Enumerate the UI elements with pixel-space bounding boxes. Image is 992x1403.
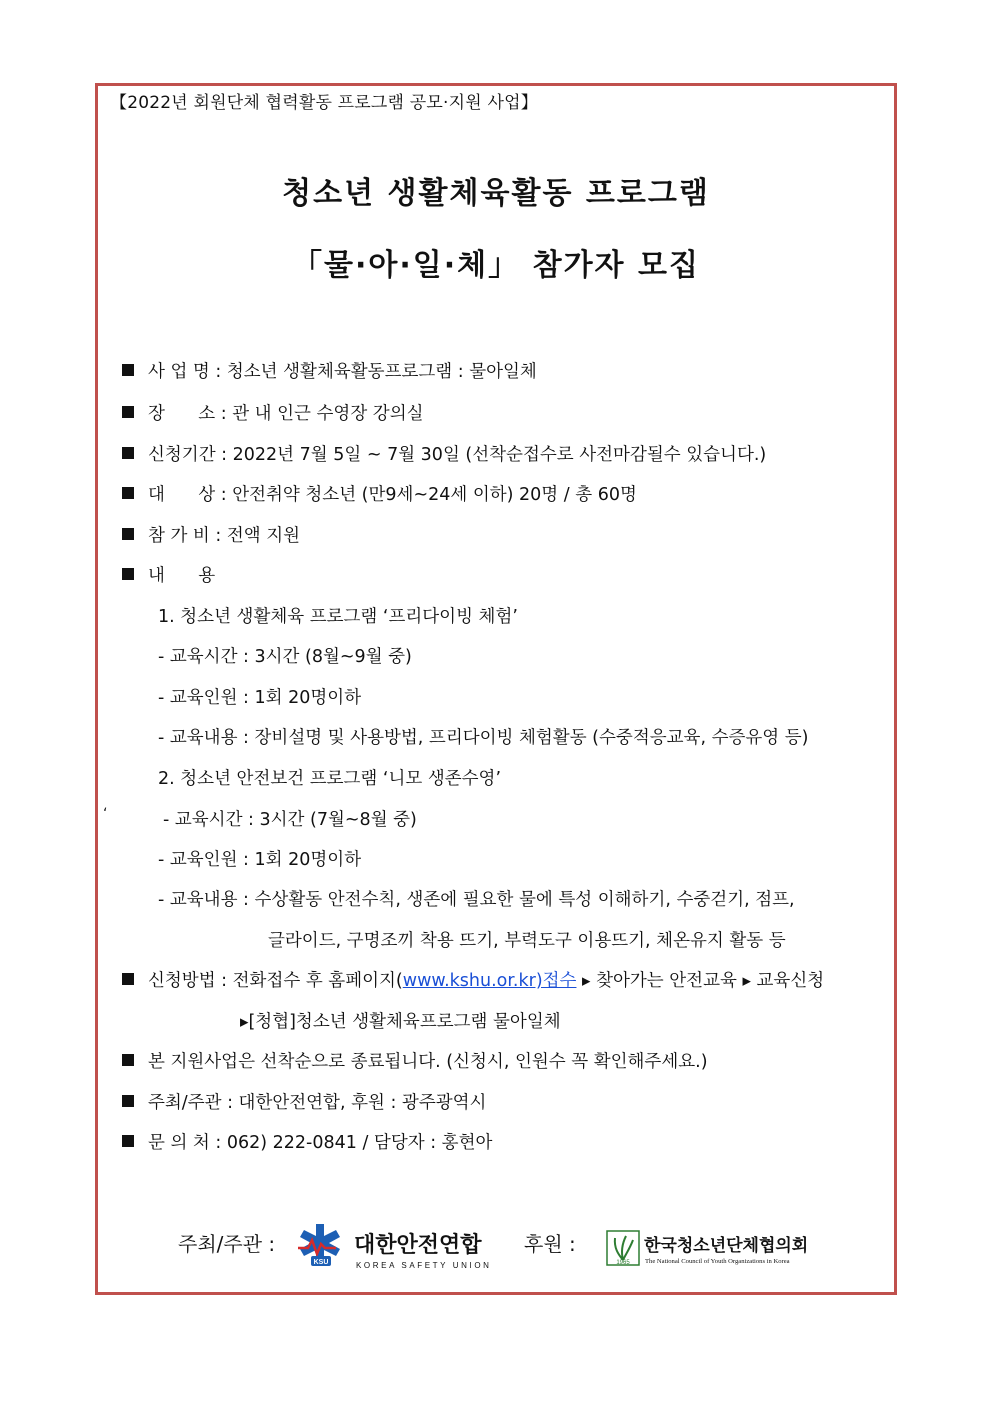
bullet-icon [120, 566, 136, 582]
ksu-logo-name: 대한안전연합 [354, 1233, 482, 1258]
bullet-icon [120, 1093, 136, 1109]
item-content: 내 용 [148, 566, 216, 586]
kcyo-logo-name: 한국청소년단체협의회 [644, 1236, 809, 1256]
bullet-icon [120, 485, 136, 501]
footer-sponsor-label: 후원 : [524, 1232, 576, 1256]
bullet-icon [120, 1133, 136, 1149]
program2-content-line1: - 교육내용 : 수상활동 안전수칙, 생존에 필요한 물에 특성 이해하기, 수중걷기, 점프, [158, 890, 795, 910]
bullet-icon [120, 1052, 136, 1068]
program1-people: - 교육인원 : 1회 20명이하 [158, 688, 362, 708]
program2-content-line2: 글라이드, 구명조끼 착용 뜨기, 부력도구 이용뜨기, 체온유지 활동 등 [268, 931, 786, 951]
apply-program-name: [청협]청소년 생활체육프로그램 물아일체 [248, 1012, 561, 1032]
item-place: 장 소 : 관 내 인근 수영장 강의실 [148, 404, 424, 424]
kcyo-logo [606, 1230, 812, 1270]
apply-step1: 찾아가는 안전교육 [596, 971, 737, 991]
item-notice: 본 지원사업은 선착순으로 종료됩니다. (신청시, 인원수 꼭 확인해주세요.) [148, 1052, 708, 1072]
item-target: 대 상 : 안전취약 청소년 (만9세~24세 이하) 20명 / 총 60명 [148, 485, 637, 505]
ksu-logo [292, 1222, 496, 1274]
bullet-icon [120, 971, 136, 987]
item-contact: 문 의 처 : 062) 222-0841 / 담당자 : 홍현아 [148, 1133, 493, 1153]
ksu-logo-badge: KSU [313, 1259, 329, 1266]
program2-time: - 교육시간 : 3시간 (7월~8월 중) [163, 810, 417, 830]
item-apply [148, 967, 824, 992]
homepage-link[interactable]: www.kshu.or.kr)접수 [402, 971, 577, 991]
triangle-right-icon: ▶ [742, 974, 751, 988]
bullet-icon [120, 526, 136, 542]
apply-prefix: 신청방법 : 전화접수 후 홈페이지( [148, 971, 403, 991]
triangle-right-icon: ▶ [582, 974, 591, 988]
item-fee: 참 가 비 : 전액 지원 [148, 526, 301, 546]
bullet-icon [120, 404, 136, 420]
item-period: 신청기간 : 2022년 7월 5일 ~ 7월 30일 (선착순접수로 사전마감될수 있습니다.) [148, 445, 767, 465]
kcyo-logo-sub: The National Council of Youth Organizations in Korea [645, 1258, 790, 1265]
page-subtitle: 「물·아·일·체」 참가자 모집 [292, 248, 700, 283]
stray-mark: ‘ [103, 806, 108, 822]
bullet-icon [120, 445, 136, 461]
triangle-right-icon: ▶ [240, 1015, 249, 1029]
program1-title: 1. 청소년 생활체육 프로그램 ‘프리다이빙 체험’ [158, 607, 518, 627]
item-project: 사 업 명 : 청소년 생활체육활동프로그램 : 물아일체 [148, 362, 537, 382]
program1-content: - 교육내용 : 장비설명 및 사용방법, 프리다이빙 체험활동 (수중적응교육, 수증유영 등) [158, 728, 809, 748]
program1-time: - 교육시간 : 3시간 (8월~9월 중) [158, 647, 412, 667]
program-category-tag: 【2022년 회원단체 협력활동 프로그램 공모·지원 사업】 [110, 93, 538, 113]
item-apply-line2 [240, 1008, 561, 1033]
page-title: 청소년 생활체육활동 프로그램 [282, 176, 710, 211]
item-host: 주최/주관 : 대한안전연합, 후원 : 광주광역시 [148, 1093, 487, 1113]
program2-people: - 교육인원 : 1회 20명이하 [158, 850, 362, 870]
footer-host-label: 주최/주관 : [178, 1232, 276, 1256]
kcyo-logo-year: 1965 [616, 1260, 630, 1266]
apply-step2: 교육신청 [756, 971, 825, 991]
program2-title: 2. 청소년 안전보건 프로그램 ‘니모 생존수영’ [158, 769, 502, 789]
ksu-logo-sub: KOREA SAFETY UNION [356, 1261, 492, 1270]
bullet-icon [120, 362, 136, 378]
